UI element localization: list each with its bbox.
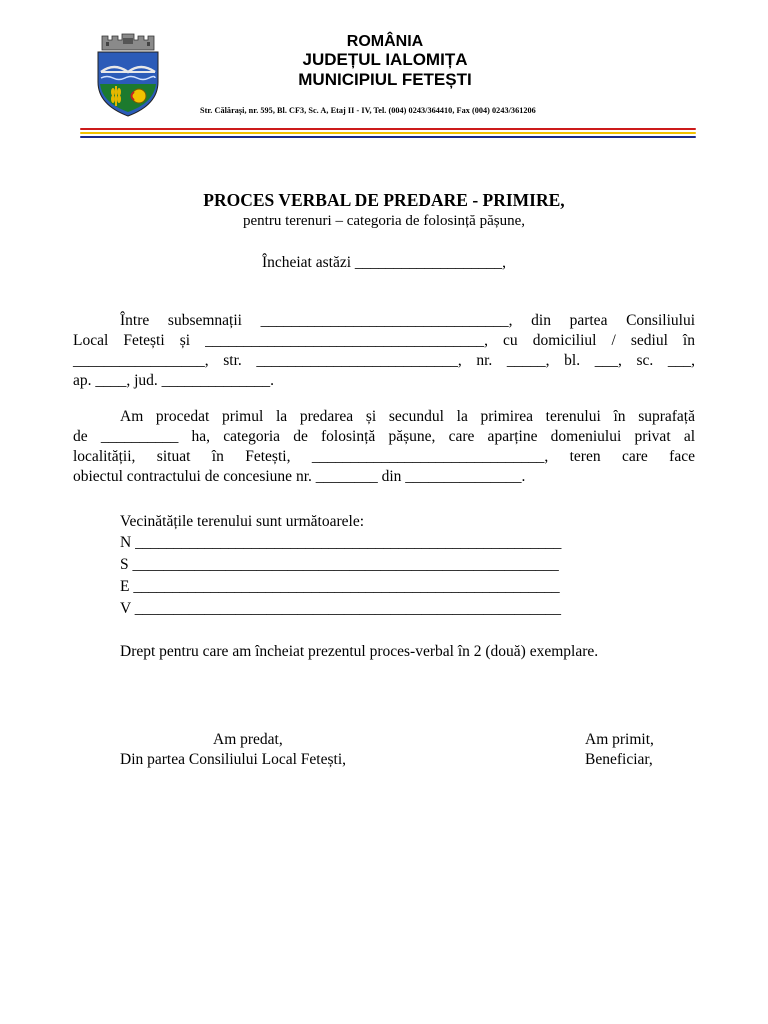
neighbor-west: V _______________________________________________________ — [120, 600, 562, 617]
header-county: JUDEȚUL IALOMIȚA — [302, 50, 468, 69]
signature-right-party: Beneficiar, — [585, 751, 653, 768]
header-city: MUNICIPIUL FETEȘTI — [298, 70, 472, 89]
stripe-blue — [80, 136, 696, 138]
closing-statement: Drept pentru care am încheiat prezentul proces-verbal în 2 (două) exemplare. — [120, 643, 599, 660]
stripe-yellow — [80, 132, 696, 134]
paragraph2-line: localității, situat în Fetești, ______________________________, teren care face — [73, 448, 695, 465]
paragraph2-line: Am procedat primul la predarea și secundul la primirea terenului în suprafață — [120, 408, 695, 425]
document-title: PROCES VERBAL DE PREDARE - PRIMIRE, — [203, 190, 565, 210]
neighbor-east: E _______________________________________________________ — [120, 578, 560, 595]
neighbor-north: N _______________________________________________________ — [120, 534, 562, 551]
paragraph1-line: Între subsemnații ________________________________, din partea Consiliului — [120, 312, 695, 329]
header-address: Str. Călărași, nr. 595, Bl. CF3, Sc. A, Etaj II - IV, Tel. (004) 0243/364410, Fax (004) 0243/361206 — [200, 106, 536, 115]
header-country: ROMÂNIA — [346, 33, 424, 50]
paragraph1-line: ap. ____, jud. ______________. — [73, 372, 275, 389]
signature-left-label: Am predat, — [213, 731, 283, 748]
neighbors-intro: Vecinătățile terenului sunt următoarele: — [120, 513, 365, 530]
signature-right-label: Am primit, — [585, 731, 654, 748]
paragraph1-line: _________________, str. __________________________, nr. _____, bl. ___, sc. ___, — [73, 352, 695, 369]
paragraph2-line: obiectul contractului de concesiune nr. ________ din _______________. — [73, 468, 526, 485]
tricolor-divider — [80, 126, 696, 142]
paragraph2-line: de __________ ha, categoria de folosință pășune, care aparține domeniului privat al — [73, 428, 695, 445]
stripe-red — [80, 128, 696, 130]
coat-of-arms-icon — [92, 30, 164, 120]
signature-left-party: Din partea Consiliului Local Fetești, — [120, 751, 346, 768]
neighbor-south: S _______________________________________________________ — [120, 556, 559, 573]
document-subtitle: pentru terenuri – categoria de folosință pășune, — [243, 213, 525, 229]
paragraph1-line: Local Fetești și ____________________________________, cu domiciliul / sediul în — [73, 332, 695, 349]
concluded-date-line: Încheiat astăzi ___________________, — [261, 254, 507, 271]
